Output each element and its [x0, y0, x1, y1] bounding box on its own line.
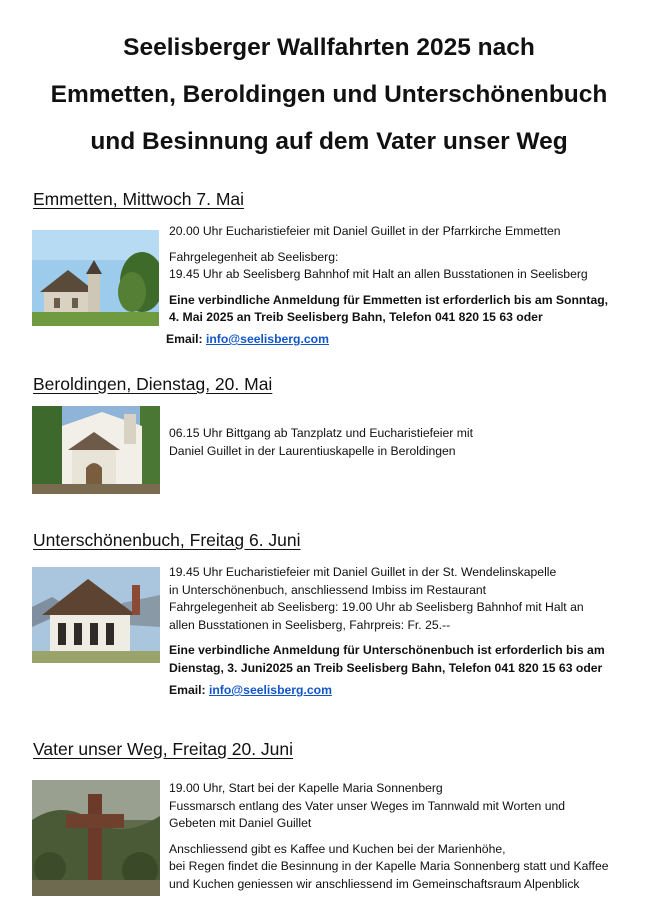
- beroldingen-line-1: 06.15 Uhr Bittgang ab Tanzplatz und Eucharistiefeier mit: [169, 426, 473, 440]
- section-body-emmetten: [169, 223, 608, 327]
- emmetten-email-row: [166, 331, 329, 349]
- emmetten-line-1: 20.00 Uhr Eucharistiefeier mit Daniel Guillet in der Pfarrkirche Emmetten: [169, 224, 561, 238]
- emmetten-bold-2: 4. Mai 2025 an Treib Seelisberg Bahn, Telefon 041 820 15 63 oder: [169, 310, 543, 324]
- vater-unser-line-4: Anschliessend gibt es Kaffee und Kuchen bei der Marienhöhe,: [169, 841, 506, 856]
- emmetten-line-3: 19.45 Uhr ab Seelisberg Bahnhof mit Halt an allen Busstationen in Seelisberg: [169, 267, 588, 281]
- vater-unser-line-1: 19.00 Uhr, Start bei der Kapelle Maria Sonnenberg: [169, 781, 443, 795]
- section-body-beroldingen: [169, 425, 473, 460]
- emmetten-bold-1: Eine verbindliche Anmeldung für Emmetten ist erforderlich bis am Sonntag,: [169, 292, 609, 307]
- section-heading-beroldingen: Beroldingen, Dienstag, 20. Mai: [33, 374, 273, 394]
- unterschoenenbuch-line-3: Fahrgelegenheit ab Seelisberg: 19.00 Uhr ab Seelisberg Bahnhof mit Halt an: [169, 600, 584, 614]
- photo-wooden-cross: [32, 780, 160, 896]
- unterschoenenbuch-bold-2: Dienstag, 3. Juni2025 an Treib Seelisberg Bahn, Telefon 041 820 15 63 oder: [169, 660, 603, 675]
- emmetten-line-2: Fahrgelegenheit ab Seelisberg:: [169, 249, 339, 264]
- emmetten-email-label: Email:: [166, 332, 206, 346]
- vater-unser-line-5: bei Regen findet die Besinnung in der Kapelle Maria Sonnenberg statt und Kaffee: [169, 859, 609, 873]
- photo-unterschoenenbuch-chapel: [32, 567, 160, 663]
- vater-unser-line-3: Gebeten mit Daniel Guillet: [169, 816, 312, 830]
- unterschoenenbuch-email-row: [169, 682, 332, 700]
- title-line-2: Emmetten, Beroldingen und Unterschönenbuch: [50, 81, 608, 108]
- page-title: [0, 24, 658, 165]
- unterschoenenbuch-email-label: Email:: [169, 683, 209, 697]
- unterschoenenbuch-line-2: in Unterschönenbuch, anschliessend Imbiss im Restaurant: [169, 582, 487, 597]
- vater-unser-line-6: und Kuchen geniessen wir anschliessend im Gemeinschaftsraum Alpenblick: [169, 876, 580, 891]
- section-heading-unterschoenenbuch: Unterschönenbuch, Freitag 6. Juni: [33, 530, 301, 550]
- emmetten-email-link[interactable]: info@seelisberg.com: [205, 332, 329, 346]
- section-body-unterschoenenbuch: [169, 564, 605, 677]
- unterschoenenbuch-line-4: allen Busstationen in Seelisberg, Fahrpreis: Fr. 25.--: [169, 617, 451, 632]
- section-heading-vater-unser-weg: Vater unser Weg, Freitag 20. Juni: [33, 739, 294, 759]
- title-line-3: und Besinnung auf dem Vater unser Weg: [90, 128, 568, 155]
- vater-unser-line-2: Fussmarsch entlang des Vater unser Weges im Tannwald mit Worten und: [169, 798, 566, 813]
- unterschoenenbuch-line-1: 19.45 Uhr Eucharistiefeier mit Daniel Guillet in der St. Wendelinskapelle: [169, 565, 557, 579]
- photo-emmetten-church: [32, 230, 159, 326]
- section-body-vater-unser-weg: [169, 780, 609, 893]
- beroldingen-line-2: Daniel Guillet in der Laurentiuskapelle in Beroldingen: [169, 443, 456, 458]
- unterschoenenbuch-bold-1: Eine verbindliche Anmeldung für Unterschönenbuch ist erforderlich bis am: [169, 643, 605, 657]
- unterschoenenbuch-email-link[interactable]: info@seelisberg.com: [208, 683, 332, 697]
- title-line-1: Seelisberger Wallfahrten 2025 nach: [123, 34, 535, 61]
- photo-beroldingen-chapel: [32, 406, 160, 494]
- section-heading-emmetten: Emmetten, Mittwoch 7. Mai: [33, 189, 245, 209]
